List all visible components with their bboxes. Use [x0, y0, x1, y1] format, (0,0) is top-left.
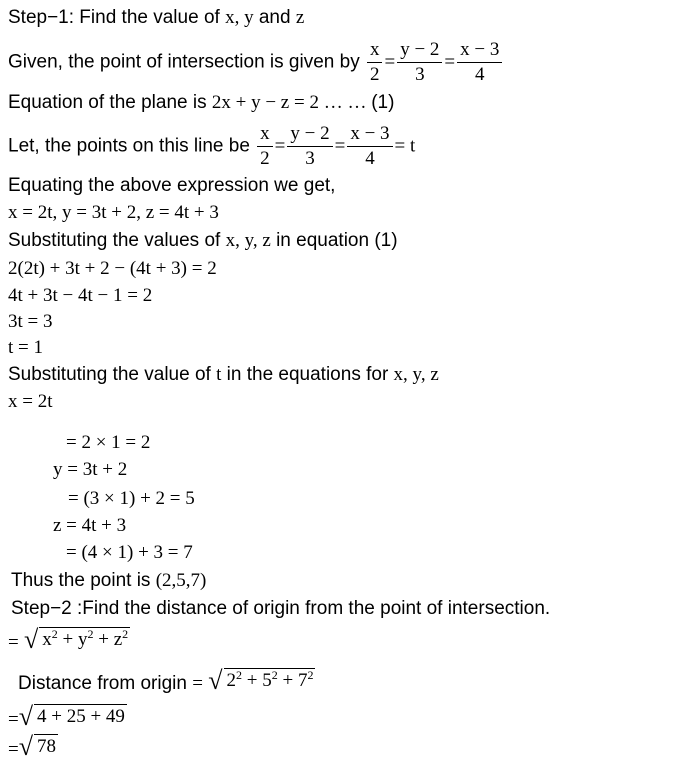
let-line: Let, the points on this line be $\frac{x}{2}$ = $\frac{y - 2}{3}$ = $\frac{x - 3}{4}$ = t	[8, 123, 416, 169]
substitute-t-line: Substituting the value of t in the equations for x, y, z	[8, 364, 439, 385]
step1-title: Step−1: Find the value of x, y and z	[8, 7, 305, 28]
sqrt: √ $2^2 + 5^2 + 7^2$	[208, 666, 314, 695]
result-line: = √ 78	[8, 732, 56, 761]
substitute-line: Substituting the values of x, y, z in equation (1)	[8, 230, 398, 251]
y-equation: y = 3t + 2	[53, 459, 128, 480]
fraction: $\frac{y - 2}{3}$	[287, 122, 332, 171]
calc-line-3: 3t = 3	[8, 311, 53, 332]
parametric-equations: x = 2t, y = 3t + 2, z = 4t + 3	[8, 202, 219, 223]
y-value: = (3 × 1) + 2 = 5	[68, 488, 195, 509]
calc-line-2: 4t + 3t − 4t − 1 = 2	[8, 285, 153, 306]
distance-formula: = √ $x^2 + y^2 + z^2$	[8, 625, 129, 654]
point-line: Thus the point is (2,5,7)	[11, 570, 207, 591]
x-equation: x = 2t	[8, 391, 53, 412]
given-line: Given, the point of intersection is given by $\frac{x}{2}$ = $\frac{y - 2}{3}$ = $\frac{x - 3}{4}$	[8, 38, 504, 87]
calc-line-4: t = 1	[8, 337, 43, 358]
calc-line-1: 2(2t) + 3t + 2 − (4t + 3) = 2	[8, 258, 217, 279]
x-value: = 2 × 1 = 2	[66, 432, 151, 453]
equating-line: Equating the above expression we get,	[8, 175, 336, 196]
fraction: $\frac{x}{2}$	[257, 122, 273, 171]
fraction: $\frac{y - 2}{3}$	[397, 38, 442, 87]
z-value: = (4 × 1) + 3 = 7	[66, 542, 193, 563]
step2-title: Step−2 :Find the distance of origin from the point of intersection.	[11, 598, 551, 619]
sqrt: √ 4 + 25 + 49	[18, 702, 125, 731]
z-equation: z = 4t + 3	[53, 515, 127, 536]
fraction: $\frac{x}{2}$	[367, 38, 383, 87]
distance-from-origin: Distance from origin = √ $2^2 + 5^2 + 7^2$	[18, 666, 314, 695]
sqrt: √ $x^2 + y^2 + z^2$	[24, 625, 129, 654]
plane-equation-line: Equation of the plane is 2x + y − z = 2 … … (1)	[8, 92, 395, 113]
sum-line: = √ 4 + 25 + 49	[8, 702, 125, 731]
sqrt: √ 78	[18, 732, 56, 761]
fraction: $\frac{x - 3}{4}$	[347, 122, 392, 171]
fraction: $\frac{x - 3}{4}$	[457, 38, 502, 87]
